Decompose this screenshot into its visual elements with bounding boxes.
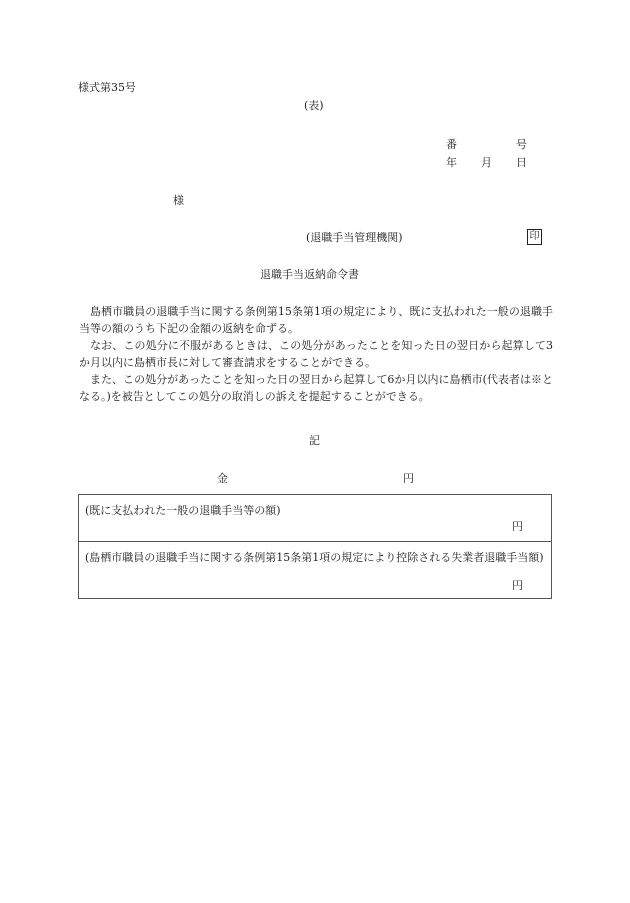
amount-unit: 円 — [403, 472, 414, 485]
form-number: 様式第35号 — [78, 81, 136, 94]
year-label: 年 — [446, 156, 457, 169]
table-row — [79, 495, 551, 542]
issuing-authority: (退職手当管理機関) — [306, 231, 403, 244]
amount-label: 金 — [217, 472, 228, 485]
row-label: (島栖市職員の退職手当に関する条例第15条第1項の規定により控除される失業者退職手当額) — [85, 551, 544, 564]
body-paragraph-3: また、この処分があったことを知った日の翌日から起算して6か月以内に島栖市(代表者は※となる。)を被告としてこの処分の取消しの訴えを提起することができる。 — [79, 373, 553, 403]
row-unit: 円 — [512, 579, 523, 592]
document-title: 退職手当返納命令書 — [260, 268, 359, 281]
table-row — [79, 542, 551, 598]
side-label: (表) — [304, 99, 324, 112]
month-label: 月 — [481, 156, 492, 169]
body-text — [79, 303, 553, 405]
row-unit: 円 — [512, 520, 523, 533]
body-paragraph-2: なお、この処分に不服があるときは、この処分があったことを知った日の翌日から起算して3か月以内に島栖市長に対して審査請求をすることができる。 — [79, 339, 553, 369]
amount-table — [78, 494, 552, 599]
number-suffix: 号 — [516, 138, 527, 151]
seal-stamp: 印 — [527, 229, 542, 245]
body-paragraph-1: 島栖市職員の退職手当に関する条例第15条第1項の規定により、既に支払われた一般の退職手当等の額のうち下記の金額の返納を命ずる。 — [79, 305, 553, 335]
row-label: (既に支払われた一般の退職手当等の額) — [85, 504, 281, 517]
addressee-honorific: 様 — [173, 194, 184, 207]
day-label: 日 — [516, 156, 527, 169]
record-heading: 記 — [309, 434, 320, 447]
number-label: 番 — [446, 138, 457, 151]
